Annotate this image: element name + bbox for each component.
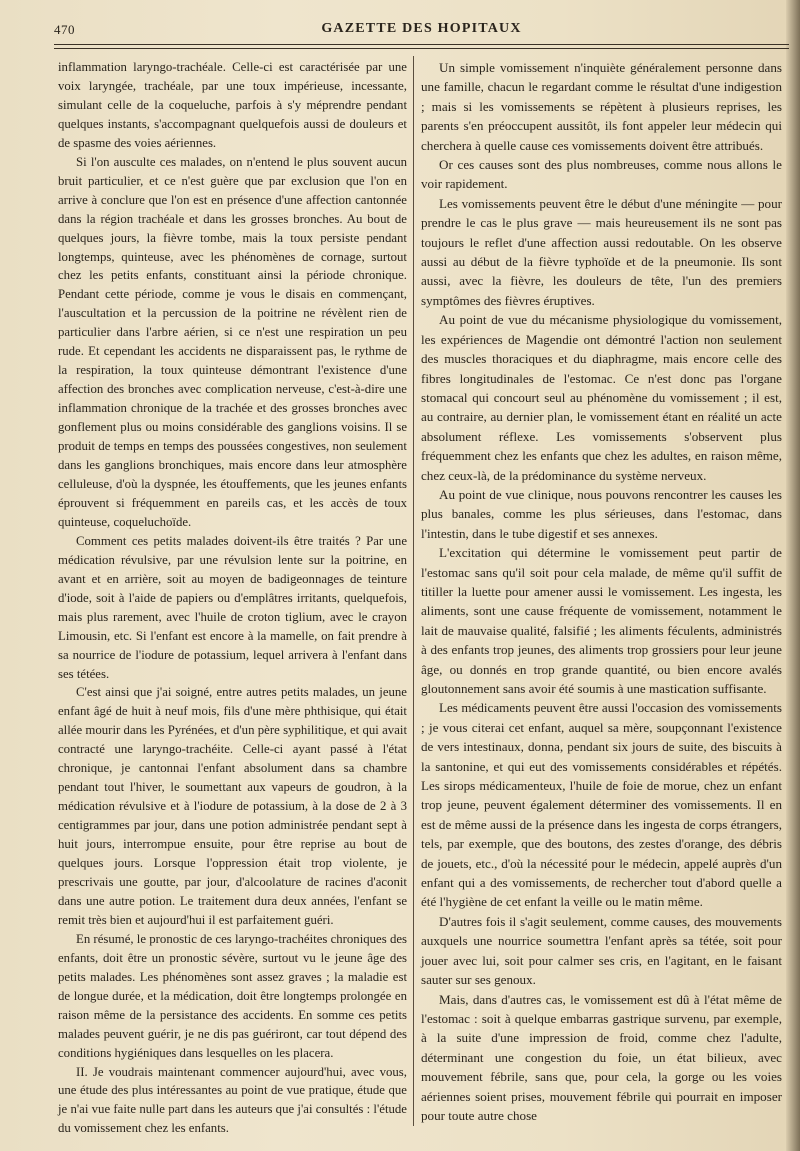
- paragraph: Un simple vomissement n'inquiète généralement personne dans une famille, chacun le regardant comme le résultat d'une indigestion ; mais si les vomissements se répètent à plusieurs reprises, les parents s'en préoccupent aussitôt, ils font appeler leur médecin qui cherchera à quelle cause ces vomissements doivent être attribués.: [421, 60, 782, 153]
- paragraph: Si l'on ausculte ces malades, on n'entend le plus souvent aucun bruit particulier, et ce n'est guère que par exclusion que l'on en arrive à conclure que l'on est en présence d'une affection cantonnée dans la région trachéale et dans les grosses bronches. Au bout de quelques jours, la fièvre tombe, mais la toux persiste pendant longtemps, quinteuse, avec les phénomènes de cornage, surtout chez les petits enfants, constituant ainsi la période chronique. Pendant cette période, comme je vous le disais en commençant, l'auscultation et la percussion de la poitrine ne révèlent rien de particulier dans l'arbre aérien, si ce n'est une respiration un peu rude. Et cependant les accidents ne disparaissent pas, le rythme de la respiration, la toux quinteuse démontrant l'existence d'une affection des bronches avec complication nerveuse, c'est-à-dire une inflammation chronique de la trachée et des grosses bronches avec gonflement plus ou moins considérable des ganglions voisins. Il se produit de temps en temps des poussées congestives, non seulement dans les ganglions bronchiques, mais encore dans leur atmosphère celluleuse, d'où la dyspnée, les étouffements, que les jeunes enfants éprouvent si fréquemment en pareils cas, et les accès de toux quinteuse, coqueluchoïde.: [58, 154, 407, 529]
- header-rule-thick: [54, 44, 789, 45]
- paragraph: Au point de vue du mécanisme physiologique du vomissement, les expériences de Magendie ont démontré l'action non seulement des muscles thoraciques et du diaphragme, mais encore celle des fibres longitudinales de l'estomac. Ce n'est donc pas l'organe stomacal qui concourt seul au phénomène du vomissement ; il est, au contraire, au dernier plan, le vomissement étant en réalité un acte absolument réflexe. Les vomissements s'observent plus fréquemment chez les enfants que chez les adultes, en raison même, chez ceux-là, de la prédominance du système nerveux.: [421, 312, 782, 483]
- page-edge-shadow: [786, 0, 800, 1151]
- paragraph: inflammation laryngo-trachéale. Celle-ci est caractérisée par une voix laryngée, trachéale, par une toux impérieuse, incessante, simulant celle de la coqueluche, parfois à s'y méprendre pendant quelques instants, s'accompagnant quelquefois aussi de douleurs et de spasme des voies aériennes.: [58, 60, 407, 150]
- paragraph: D'autres fois il s'agit seulement, comme causes, des mouvements auxquels une nourrice soumettra l'enfant après sa tétée, soit pour jouer avec lui, soit pour calmer ses cris, en l'agitant, en le faisant sauter sur ses genoux.: [421, 913, 782, 988]
- page-number: 470: [54, 22, 75, 37]
- paragraph: Au point de vue clinique, nous pouvons rencontrer les causes les plus banales, comme les plus sérieuses, dans l'estomac, dans l'intestin, dans le tube digestif et ses annexes.: [421, 486, 782, 541]
- paragraph: Comment ces petits malades doivent-ils être traités ? Par une médication révulsive, par une révulsion lente sur la poitrine, en avant et en arrière, soit au moyen de badigeonnages de teinture d'iode, soit à l'aide de papiers ou d'emplâtres irritants, quelquefois, mais plus rarement, avec l'huile de croton tiglium, avec le crayon Limousin, etc. Si l'enfant est encore à la mamelle, on fait prendre à sa nourrice de l'iodure de potassium, lequel arrivera à l'enfant dans ses tétées.: [58, 533, 407, 681]
- left-column: [58, 58, 407, 1138]
- paragraph: Les médicaments peuvent être aussi l'occasion des vomissements ; je vous citerai cet enfant, auquel sa mère, soupçonnant l'existence de vers intestinaux, donna, pendant six jours de suite, des biscuits à la santonine, et qui eut des vomissements considérables et répétés. Les sirops médicamenteux, l'huile de foie de morue, chez un enfant trop jeune, peuvent également déterminer des vomissements. Il en est de même aussi de la présence dans les ingesta de corps étrangers, tels, par exemple, que des boutons, des zestes d'orange, des débris de jouets, etc., d'où la nécessité pour le médecin, appelé auprès d'un enfant qui a des vomissements, de rechercher tout d'abord quelle a été l'hygiène de cet enfant la veille ou le matin même.: [421, 700, 782, 910]
- column-divider: [413, 56, 414, 1126]
- paragraph: C'est ainsi que j'ai soigné, entre autres petits malades, un jeune enfant âgé de huit à neuf mois, fils d'une mère phthisique, qui était allée mourir dans les Pyrénées, et d'un père syphilitique, et qui avait contracté une laryngo-trachéite. Celle-ci ayant passé à l'état chronique, je cantonnai l'enfant absolument dans sa chambre pendant tout l'hiver, le soumettant aux vapeurs de goudron, à la médication révulsive et à l'iodure de potassium, à la dose de 2 à 3 centigrammes par jour, dans une potion administrée pendant sept à huit jours, interrompue ensuite, pour être reprise au bout de quelques jours. Lorsque l'oppression était trop violente, je prescrivais une goutte, par jour, d'alcoolature de racines d'aconit dans une autre potion. Le traitement dura deux années, l'enfant se remit très bien et aujourd'hui il est parfaitement guéri.: [58, 685, 407, 927]
- paragraph: Les vomissements peuvent être le début d'une méningite — pour prendre le cas le plus grave — mais heureusement ils ne sont pas toujours le reflet d'une affection aussi redoutable. On les observe aussi au début de la fièvre typhoïde et de la pneumonie. Ils sont aussi, avec la fièvre, les douleurs de tête, l'un des premiers symptômes des fièvres éruptives.: [421, 195, 782, 308]
- page-header: [54, 18, 789, 42]
- paragraph: Mais, dans d'autres cas, le vomissement est dû à l'état même de l'estomac : soit à quelque embarras gastrique survenu, par exemple, à la suite d'une impression de froid, comme chez l'adulte, déterminant une congestion du foie, un état bilieux, avec mouvement fébrile, sans que, pour cela, la gorge ou les voies aériennes soient prises, mouvement fébrile qui pourrait en imposer pour toute autre chose: [421, 991, 782, 1123]
- paragraph: II. Je voudrais maintenant commencer aujourd'hui, avec vous, une étude des plus intéressantes au point de vue pratique, étude que je n'ai vue faite nulle part dans les auteurs que j'ai consultés : l'étude du vomissement chez les enfants.: [58, 1064, 407, 1136]
- right-column: [421, 58, 782, 1125]
- paragraph: En résumé, le pronostic de ces laryngo-trachéites chroniques des enfants, doit être un pronostic sévère, surtout vu le jeune âge des petits malades. Les phénomènes sont assez graves ; la maladie est de longue durée, et la médication, doit être longtemps prolongée en raison même de la persistance des accidents. En somme ces petits malades peuvent guérir, je ne dis pas guériront, car tout dépend des conditions hygiéniques dans lesquelles on les placera.: [58, 931, 407, 1060]
- running-title: GAZETTE DES HOPITAUX: [321, 21, 522, 36]
- paragraph: Or ces causes sont des plus nombreuses, comme nous allons le voir rapidement.: [421, 157, 782, 192]
- header-rule-thin: [54, 48, 789, 49]
- paragraph: L'excitation qui détermine le vomissement peut partir de l'estomac sans qu'il soit pour cela malade, de même qu'il suffit de titiller la luette pour amener aussi le vomissement. Les ingesta, les aliments, sont une cause fréquente de vomissement, notamment le lait de mauvaise qualité, falsifié ; les aliments féculents, administrés à des enfants trop jeunes, des aliments trop grossiers pour leur jeune âge, ou donnés en trop grande quantité, ou bien encore avalés gloutonnement sans avoir été soumis à une mastication suffisante.: [421, 545, 782, 696]
